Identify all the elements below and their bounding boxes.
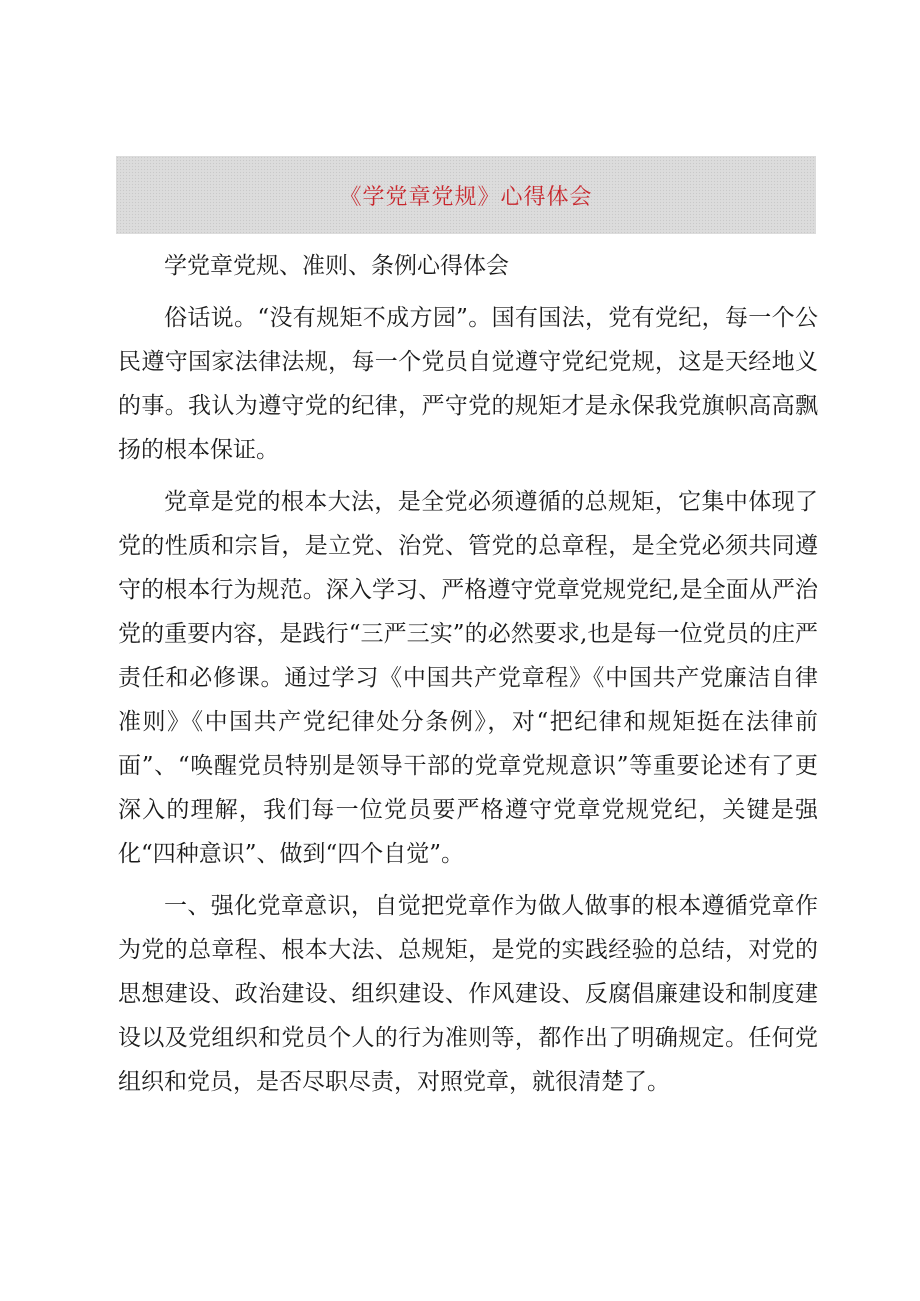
title-banner [116,156,816,234]
document-title: 《学党章党规》心得体会 [339,184,593,210]
paragraph-3: 一、强化党章意识，自觉把党章作为做人做事的根本遵循党章作为党的总章程、根本大法、总规矩，是党的实践经验的总结，对党的思想建设、政治建设、组织建设、作风建设、反腐倡廉建设和制度建设以及党组织和党员个人的行为准则等，都作出了明确规定。任何党组织和党员，是否尽职尽责，对照党章，就很清楚了。 [118,893,818,1095]
paragraph-2: 党章是党的根本大法，是全党必须遵循的总规矩，它集中体现了党的性质和宗旨，是立党、治党、管党的总章程，是全党必须共同遵守的根本行为规范。深入学习、严格遵守党章党规党纪,是全面从严治党的重要内容，是践行“三严三实”的必然要求,也是每一位党员的庄严责任和必修课。通过学习《中国共产党章程》《中国共产党廉洁自律准则》《中国共产党纪律处分条例》，对“把纪律和规矩挺在法律前面”、“唤醒党员特别是领导干部的党章党规意识”等重要论述有了更深入的理解，我们每一位党员要严格遵守党章党规党纪，关键是强化“四种意识”、做到“四个自觉”。 [118,489,818,867]
document-body [118,244,818,1104]
document-subtitle: 学党章党规、准则、条例心得体会 [164,253,509,279]
paragraph-1: 俗话说。“没有规矩不成方园”。国有国法，党有党纪，每一个公民遵守国家法律法规，每一个党员自觉遵守党纪党规，这是天经地义的事。我认为遵守党的纪律，严守党的规矩才是永保我党旗帜高高飘扬的根本保证。 [118,305,818,463]
